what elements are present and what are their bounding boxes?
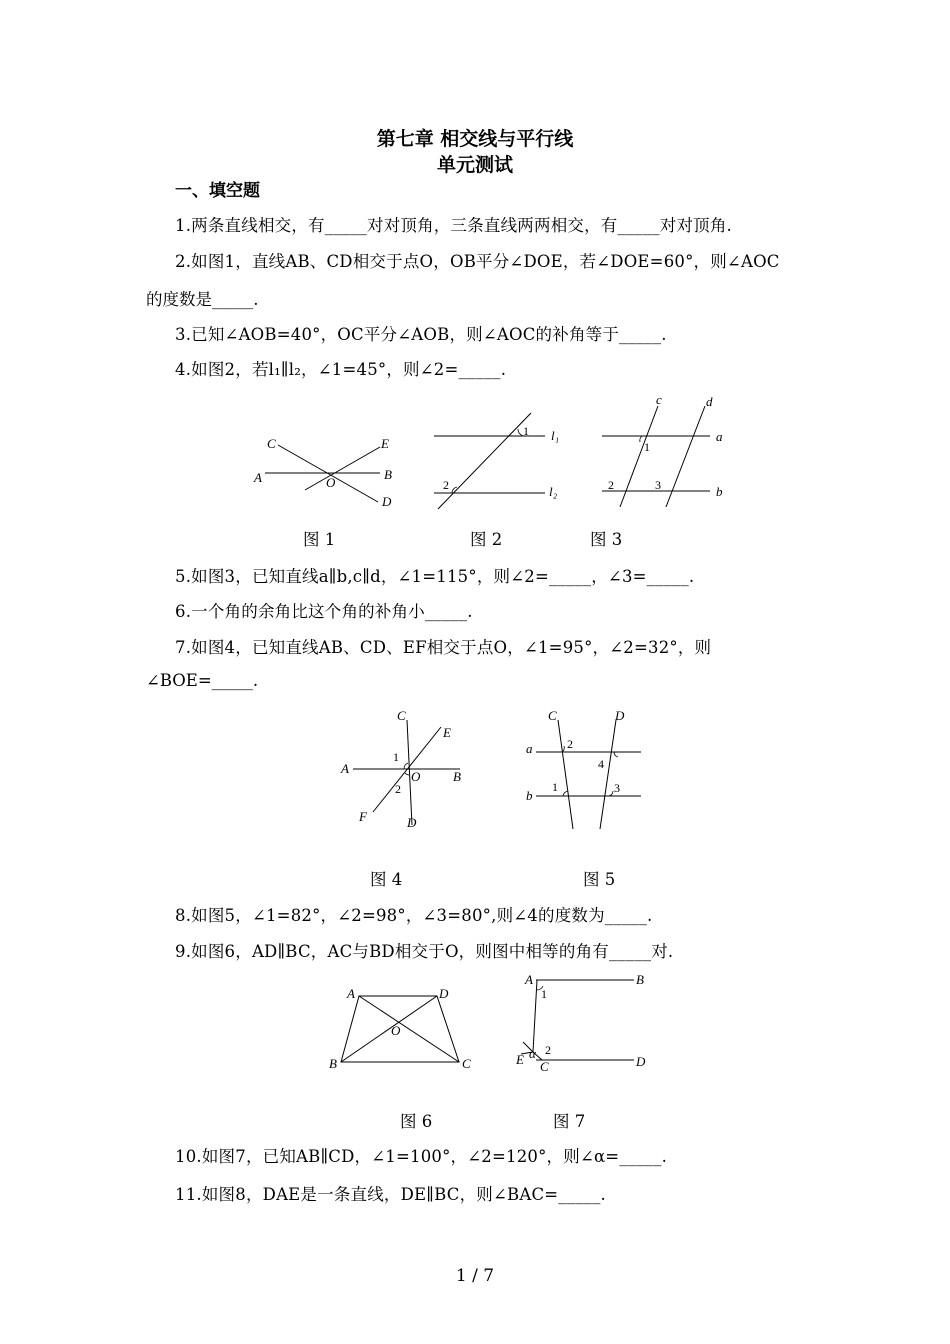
- question-11: 11.如图8，DAE是一条直线，DE∥BC，则∠BAC=_____.: [175, 1185, 606, 1204]
- fig3-label-a: a: [716, 429, 723, 444]
- fig2-angle-1: 1: [523, 424, 529, 438]
- fig4-angle-2: 2: [395, 782, 401, 796]
- figure-6: [325, 980, 480, 1075]
- question-2-continued: 的度数是_____.: [146, 290, 259, 309]
- caption-fig7: 图 7: [553, 1112, 586, 1131]
- fig2-label-l1: l₁: [551, 428, 560, 443]
- fig7-label-D: D: [636, 1054, 646, 1069]
- fig7-label-E: E: [516, 1052, 524, 1067]
- fig5-label-a: a: [526, 741, 533, 756]
- question-4: 4.如图2，若l₁∥l₂，∠1=45°，则∠2=_____.: [175, 360, 507, 379]
- fig4-angle-1: 1: [393, 750, 399, 764]
- fig1-label-D: D: [382, 494, 392, 509]
- caption-fig5: 图 5: [583, 870, 616, 889]
- question-9: 9.如图6，AD∥BC，AC与BD相交于O，则图中相等的角有_____对.: [175, 942, 674, 961]
- fig6-label-D: D: [439, 986, 449, 1001]
- fig5-label-b: b: [526, 788, 533, 803]
- fig3-angle-1: 1: [644, 440, 650, 454]
- fig5-label-D: D: [615, 708, 625, 723]
- question-2: 2.如图1，直线AB、CD相交于点O，OB平分∠DOE，若∠DOE=60°，则∠AOC: [175, 252, 780, 271]
- fig5-angle-1: 1: [552, 780, 558, 794]
- page-subtitle: 单元测试: [436, 154, 513, 176]
- fig7-label-C: C: [540, 1059, 549, 1074]
- question-5: 5.如图3，已知直线a∥b,c∥d，∠1=115°，则∠2=_____，∠3=_____.: [175, 567, 695, 586]
- fig5-angle-4: 4: [598, 757, 604, 771]
- page-number: 1 / 7: [455, 1266, 495, 1286]
- fig3-label-d: d: [706, 394, 713, 409]
- figure-3: [598, 392, 738, 514]
- figure-4: [335, 705, 470, 833]
- question-10: 10.如图7，已知AB∥CD，∠1=100°，∠2=120°，则∠α=_____.: [175, 1147, 668, 1166]
- fig1-label-E: E: [381, 436, 389, 451]
- fig6-label-O: O: [391, 1023, 401, 1038]
- question-7-continued: ∠BOE=_____.: [146, 671, 259, 690]
- figure-7: [508, 968, 658, 1080]
- fig5-angle-2: 2: [567, 737, 573, 751]
- fig6-label-C: C: [462, 1056, 471, 1071]
- section-heading: 一、填空题: [175, 181, 260, 201]
- question-3: 3.已知∠AOB=40°，OC平分∠AOB，则∠AOC的补角等于_____.: [175, 325, 667, 344]
- fig7-label-A: A: [525, 972, 533, 987]
- question-6: 6.一个角的余角比这个角的补角小_____.: [175, 602, 473, 621]
- caption-fig4: 图 4: [370, 870, 403, 889]
- fig4-label-A: A: [341, 761, 349, 776]
- caption-fig6: 图 6: [400, 1112, 433, 1131]
- fig5-label-C: C: [548, 708, 557, 723]
- fig7-angle-1: 1: [541, 987, 547, 1001]
- page-title: 第七章 相交线与平行线: [376, 128, 574, 150]
- fig1-label-O: O: [326, 475, 336, 490]
- fig1-label-C: C: [267, 436, 276, 451]
- fig7-label-B: B: [636, 972, 644, 987]
- figure-1: [250, 430, 410, 515]
- caption-fig3: 图 3: [590, 530, 623, 549]
- fig4-label-O: O: [411, 769, 421, 784]
- fig3-label-c: c: [656, 392, 662, 407]
- fig4-label-E: E: [443, 725, 451, 740]
- fig6-label-B: B: [329, 1056, 337, 1071]
- fig2-angle-2: 2: [443, 478, 449, 492]
- caption-fig2: 图 2: [470, 530, 503, 549]
- fig7-label-alpha: α: [529, 1046, 536, 1061]
- caption-fig1: 图 1: [303, 530, 336, 549]
- fig6-label-A: A: [347, 986, 355, 1001]
- figure-5: [520, 705, 650, 835]
- fig1-label-A: A: [254, 470, 262, 485]
- fig7-angle-2: 2: [545, 1043, 551, 1057]
- fig4-label-C: C: [397, 708, 406, 723]
- fig4-label-D: D: [407, 815, 417, 830]
- fig3-angle-3: 3: [655, 478, 661, 492]
- fig5-angle-3: 3: [614, 781, 620, 795]
- question-7: 7.如图4，已知直线AB、CD、EF相交于点O，∠1=95°，∠2=32°，则: [175, 638, 712, 657]
- fig2-label-l2: l₂: [549, 484, 558, 499]
- fig3-label-b: b: [716, 484, 723, 499]
- fig4-label-B: B: [453, 769, 461, 784]
- fig4-label-F: F: [359, 809, 367, 824]
- question-1: 1.两条直线相交，有_____对对顶角，三条直线两两相交，有_____对对顶角.: [175, 216, 732, 235]
- fig1-label-B: B: [384, 467, 392, 482]
- question-8: 8.如图5，∠1=82°，∠2=98°，∠3=80°,则∠4的度数为_____.: [175, 906, 653, 925]
- fig3-angle-2: 2: [608, 478, 614, 492]
- figure-2: [430, 405, 575, 515]
